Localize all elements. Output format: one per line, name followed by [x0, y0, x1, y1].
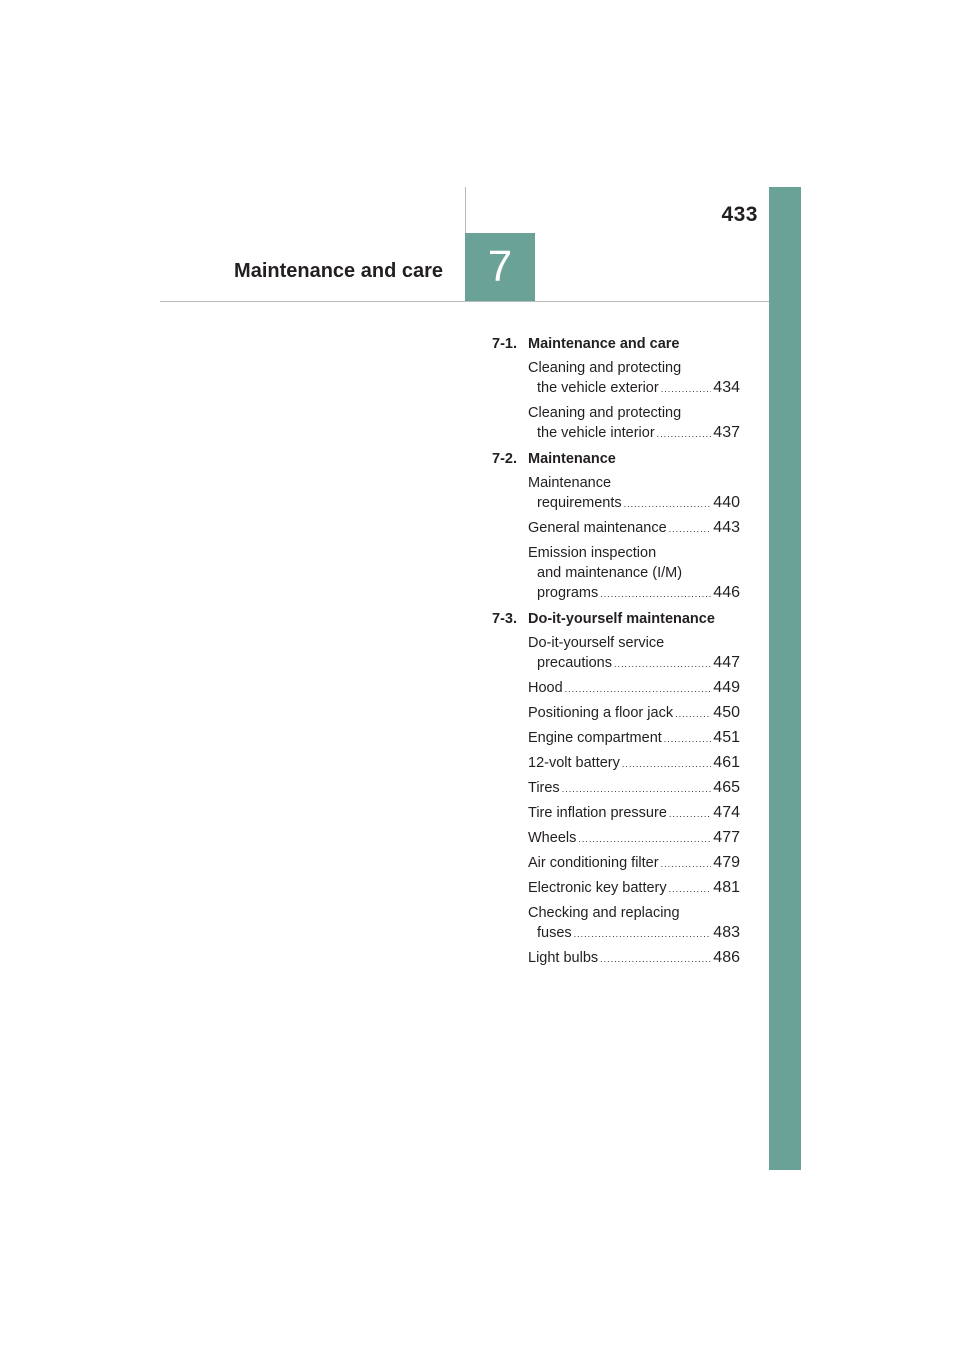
entry-title: Positioning a floor jack — [528, 705, 674, 721]
entry-title-line: Maintenance — [528, 475, 612, 491]
toc-entry[interactable] — [528, 678, 740, 698]
toc-section — [492, 608, 740, 968]
entry-page-number: 483 — [713, 924, 740, 941]
entry-title: the vehicle exterior — [537, 380, 659, 396]
entry-page-number: 447 — [713, 654, 740, 671]
section-number: 7-3. — [492, 611, 517, 627]
entry-row — [528, 853, 740, 873]
header-vertical-rule — [465, 187, 466, 233]
entry-page-number: 474 — [713, 804, 740, 821]
entry-page-number: 443 — [713, 519, 740, 536]
entry-title-line: Do-it-yourself service — [528, 635, 665, 651]
dot-leader — [562, 779, 712, 799]
chapter-number-box — [465, 233, 535, 301]
entry-title: precautions — [537, 655, 612, 671]
entry-row — [528, 753, 740, 773]
dot-leader — [675, 704, 711, 724]
entry-row — [528, 803, 740, 823]
entry-page-number: 461 — [713, 754, 740, 771]
toc-entry[interactable] — [528, 753, 740, 773]
entry-page-number: 477 — [713, 829, 740, 846]
section-heading[interactable] — [492, 333, 740, 355]
dot-leader — [565, 679, 712, 699]
entry-title: Tires — [528, 780, 560, 796]
entry-row — [528, 923, 740, 943]
toc-entry[interactable] — [528, 853, 740, 873]
entry-page-number: 481 — [713, 879, 740, 896]
entry-title: Air conditioning filter — [528, 855, 659, 871]
entry-title: Engine compartment — [528, 730, 662, 746]
toc-entry[interactable] — [528, 778, 740, 798]
section-title: Maintenance — [528, 451, 616, 467]
entry-page-number: 437 — [713, 424, 740, 441]
entry-row — [528, 653, 740, 673]
entry-row — [528, 728, 740, 748]
entry-row — [528, 703, 740, 723]
dot-leader — [657, 424, 712, 444]
dot-leader — [578, 829, 711, 849]
entry-title: General maintenance — [528, 520, 667, 536]
entry-page-number: 434 — [713, 379, 740, 396]
dot-leader — [574, 924, 712, 944]
entry-page-number: 451 — [713, 729, 740, 746]
toc-entry[interactable] — [528, 728, 740, 748]
dot-leader — [669, 519, 712, 539]
entry-title-line: Emission inspection — [528, 545, 657, 561]
toc-entry[interactable] — [528, 828, 740, 848]
page-number: 433 — [721, 203, 758, 226]
chapter-number: 7 — [487, 242, 513, 291]
toc-entry[interactable] — [528, 948, 740, 968]
toc-section — [492, 333, 740, 443]
entry-page-number: 479 — [713, 854, 740, 871]
toc-entry[interactable] — [528, 633, 740, 673]
entry-title: the vehicle interior — [537, 425, 655, 441]
entry-title: Light bulbs — [528, 950, 599, 966]
section-title: Maintenance and care — [528, 336, 680, 352]
entry-row — [528, 423, 740, 443]
dot-leader — [600, 949, 711, 969]
toc-entry[interactable] — [528, 703, 740, 723]
entry-title-line: Cleaning and protecting — [528, 360, 682, 376]
entry-page-number: 446 — [713, 584, 740, 601]
section-heading[interactable] — [492, 608, 740, 630]
entry-row — [528, 828, 740, 848]
toc-entry[interactable] — [528, 878, 740, 898]
dot-leader — [624, 494, 712, 514]
chapter-side-tab — [769, 187, 801, 1170]
header-rule — [160, 301, 769, 302]
entry-page-number: 449 — [713, 679, 740, 696]
table-of-contents — [492, 333, 740, 973]
entry-row — [528, 378, 740, 398]
dot-leader — [661, 854, 712, 874]
entry-page-number: 440 — [713, 494, 740, 511]
entry-page-number: 465 — [713, 779, 740, 796]
toc-entry[interactable] — [528, 473, 740, 513]
entry-row — [528, 878, 740, 898]
entry-row — [528, 948, 740, 968]
toc-entry[interactable] — [528, 803, 740, 823]
entry-row — [528, 583, 740, 603]
entry-title: Wheels — [528, 830, 577, 846]
toc-entry[interactable] — [528, 543, 740, 603]
dot-leader — [614, 654, 711, 674]
entry-page-number: 450 — [713, 704, 740, 721]
entry-title: Hood — [528, 680, 563, 696]
entry-page-number: 486 — [713, 949, 740, 966]
entry-title: Tire inflation pressure — [528, 805, 667, 821]
entry-title: programs — [537, 585, 599, 601]
chapter-title: Maintenance and care — [234, 260, 443, 282]
entry-title-line: and maintenance (I/M) — [537, 565, 683, 581]
dot-leader — [622, 754, 711, 774]
entry-title: Electronic key battery — [528, 880, 667, 896]
entry-title: requirements — [537, 495, 622, 511]
toc-entry[interactable] — [528, 403, 740, 443]
entry-title-line: Checking and replacing — [528, 905, 680, 921]
dot-leader — [664, 729, 712, 749]
section-number: 7-2. — [492, 451, 517, 467]
toc-section — [492, 448, 740, 603]
dot-leader — [669, 804, 711, 824]
toc-entry[interactable] — [528, 358, 740, 398]
entry-title: 12-volt battery — [528, 755, 620, 771]
entry-row — [528, 493, 740, 513]
entry-title-line: Cleaning and protecting — [528, 405, 682, 421]
entry-row — [528, 778, 740, 798]
section-title: Do-it-yourself maintenance — [528, 611, 715, 627]
entry-row — [528, 678, 740, 698]
dot-leader — [600, 584, 711, 604]
toc-entry[interactable] — [528, 518, 740, 538]
section-number: 7-1. — [492, 336, 517, 352]
toc-entry[interactable] — [528, 903, 740, 943]
entry-title: fuses — [537, 925, 572, 941]
section-heading[interactable] — [492, 448, 740, 470]
entry-row — [528, 518, 740, 538]
dot-leader — [669, 879, 712, 899]
dot-leader — [661, 379, 712, 399]
